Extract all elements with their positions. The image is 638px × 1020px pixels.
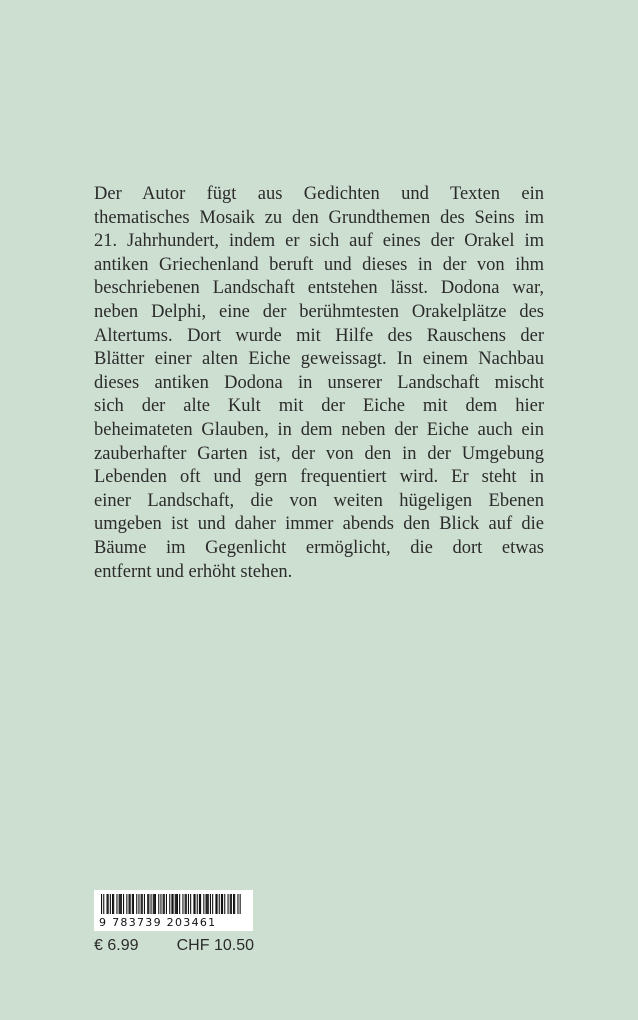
isbn-digits: 9 783739 203461 [99,916,217,929]
price-chf: CHF 10.50 [176,937,254,954]
blurb-line: dieses antiken Dodona in unserer Landschaft mischt [94,372,544,393]
blurb-line: entfernt und erhöht stehen. [94,561,293,582]
blurb-line: antiken Griechenland beruft und dieses in der von ihm [94,254,544,275]
blurb-line: Bäume im Gegenlicht ermöglicht, die dort etwas [94,537,544,558]
price-eur: € 6.99 [94,937,139,954]
blurb-line: Altertums. Dort wurde mit Hilfe des Rauschens der [94,325,544,346]
blurb-line: beschriebenen Landschaft entstehen lässt. Dodona war, [94,278,544,299]
blurb-line: Blätter einer alten Eiche geweissagt. In einem Nachbau [94,349,544,370]
blurb-line: sich der alte Kult mit der Eiche mit dem hier [94,396,544,417]
blurb-line: Lebenden oft und gern frequentiert wird. Er steht in [94,467,544,488]
blurb-line: neben Delphi, eine der berühmtesten Orakelplätze des [94,301,544,322]
back-cover-blurb [94,183,544,584]
blurb-line: umgeben ist und daher immer abends den Blick auf die [94,514,544,535]
blurb-line: einer Landschaft, die von weiten hügeligen Ebenen [94,490,544,511]
blurb-line: 21. Jahrhundert, indem er sich auf eines der Orakel im [94,231,544,252]
isbn-barcode [94,890,253,931]
blurb-line: Der Autor fügt aus Gedichten und Texten ein [94,184,544,204]
blurb-line: beheimateten Glauben, in dem neben der Eiche auch ein [94,419,544,440]
blurb-line: zauberhafter Garten ist, der von den in der Umgebung [94,443,544,464]
blurb-line: thematisches Mosaik zu den Grundthemen des Seins im [94,207,544,228]
